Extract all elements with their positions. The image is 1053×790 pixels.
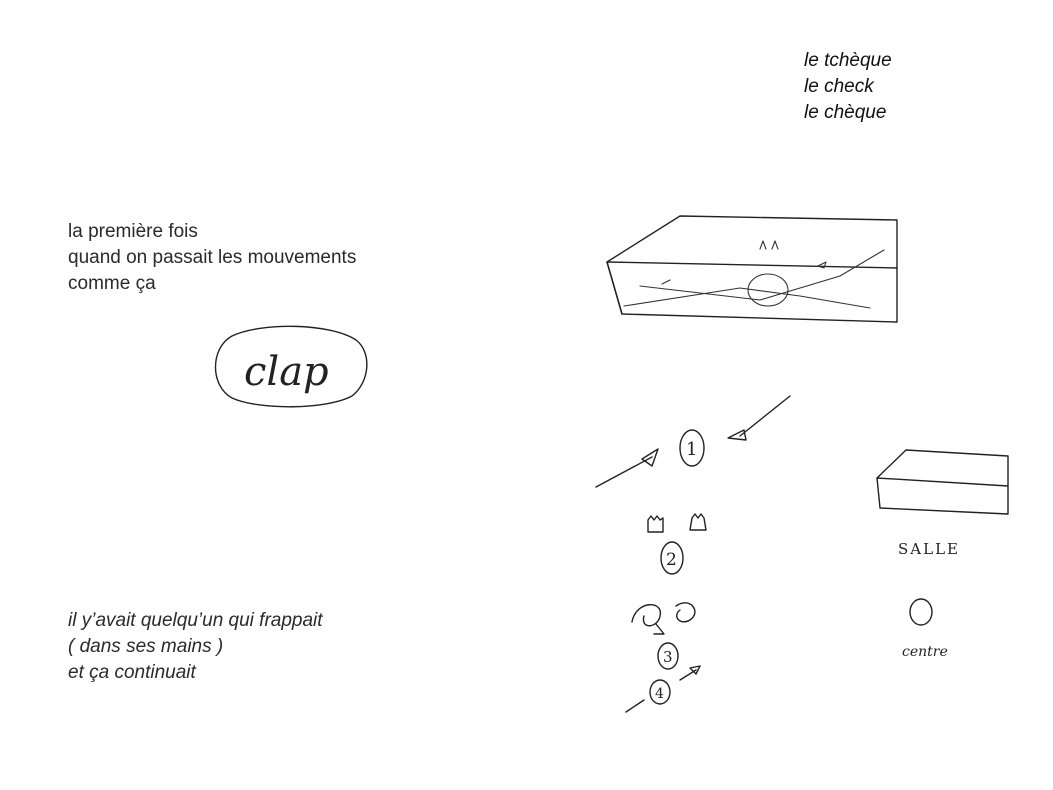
step-3-label: 3 — [663, 648, 673, 666]
clapping-hands-drawing — [648, 514, 706, 532]
clap-motion-drawing — [632, 603, 695, 634]
step-three-drawing — [658, 643, 678, 669]
step-two-drawing — [661, 542, 683, 574]
clap-label: clap — [244, 349, 329, 395]
arrow-right-head-icon — [728, 430, 746, 440]
stage-box-outline — [607, 216, 897, 322]
step-four-drawing — [626, 666, 700, 712]
frappait-line-1: il y’avait quelqu’un qui frappait — [68, 610, 323, 631]
arrow-right-line — [740, 396, 790, 436]
tcheque-line-2: le check — [804, 76, 874, 97]
stage-hands-icon — [760, 241, 778, 249]
step-2-label: 2 — [666, 550, 677, 570]
centre-label: centre — [902, 644, 948, 660]
arrow-left-line — [596, 457, 652, 487]
salle-box-front-edge — [877, 478, 1008, 486]
step-4-label: 4 — [655, 686, 664, 702]
stage-box-front-edge — [607, 262, 897, 268]
stage-box-left-edge — [607, 262, 622, 314]
salle-drawing — [877, 450, 1008, 558]
step-1-label: 1 — [686, 439, 698, 460]
left-hand-icon — [648, 516, 663, 532]
centre-circle — [910, 599, 932, 625]
salle-label: SALLE — [898, 540, 960, 558]
centre-drawing — [902, 599, 948, 660]
step-4-arrow-left — [626, 700, 644, 712]
premiere-line-1: la première fois — [68, 221, 198, 242]
step-one-drawing — [596, 396, 790, 487]
stage-box-drawing — [607, 216, 897, 322]
motion-swirl-right — [676, 603, 695, 622]
motion-arrow-icon — [654, 624, 664, 634]
right-hand-icon — [690, 514, 706, 530]
premiere-line-2: quand on passait les mouvements — [68, 247, 357, 268]
frappait-line-3: et ça continuait — [68, 662, 196, 683]
tcheque-line-1: le tchèque — [804, 50, 892, 71]
clap-bubble — [216, 326, 367, 406]
frappait-line-2: ( dans ses mains ) — [68, 636, 224, 657]
tcheque-line-3: le chèque — [804, 102, 887, 123]
premiere-line-3: comme ça — [68, 273, 156, 294]
stage-arrowhead-icon — [818, 262, 826, 268]
motion-swirl-left — [632, 605, 660, 626]
stage-arrow-tick — [662, 280, 670, 284]
